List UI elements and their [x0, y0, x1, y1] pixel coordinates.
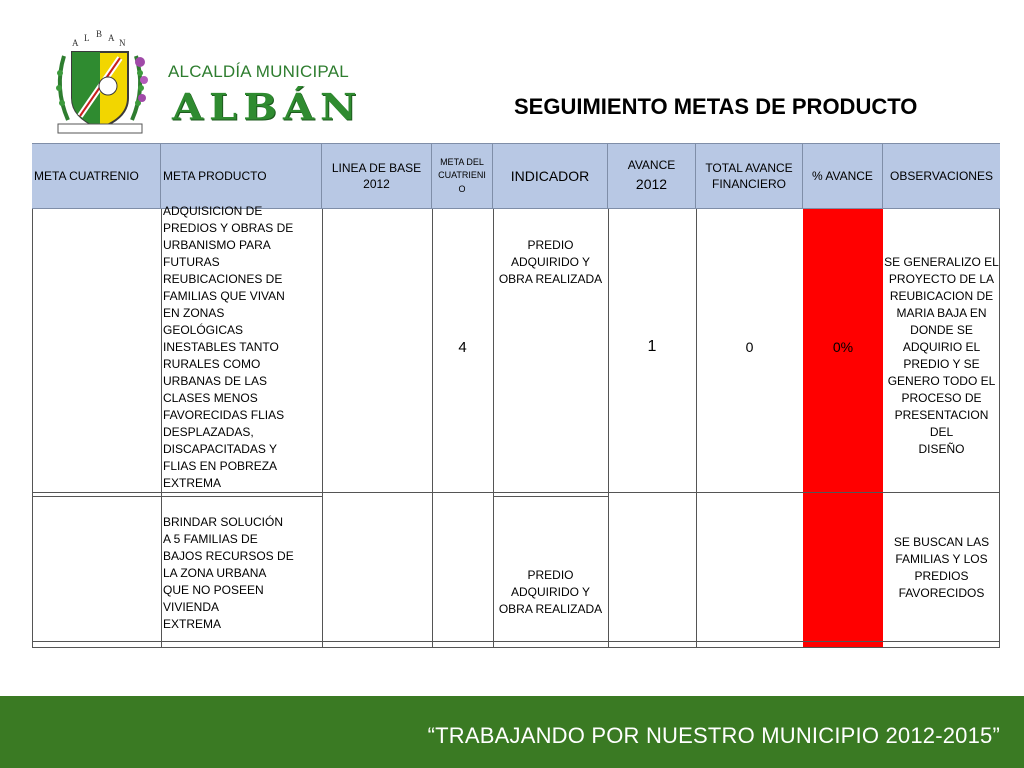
- avance-year: 2012: [635, 176, 668, 193]
- grid-line: [696, 209, 697, 648]
- page-title: SEGUIMIENTO METAS DE PRODUCTO: [514, 94, 918, 119]
- row-divider: [32, 641, 1000, 642]
- row1-total-avance-financiero: 0: [745, 339, 754, 355]
- grid-line: [32, 209, 33, 648]
- row-divider: [32, 492, 1000, 493]
- column-header-indicador: INDICADOR: [493, 143, 608, 209]
- column-header-avance: [608, 143, 696, 209]
- column-header-pct-avance: % AVANCE: [803, 143, 883, 209]
- row1-avance-2012: 1: [647, 338, 657, 355]
- row-divider: [493, 496, 608, 497]
- column-header-meta-producto: META PRODUCTO: [161, 143, 322, 209]
- row1-observaciones: SE GENERALIZO EL PROYECTO DE LA REUBICACION DE MARIA BAJA EN DONDE SE ADQUIRIO EL PREDIO Y SE GENERO TODO EL PROCESO DE PRESENTACION DEL DISEÑO: [884, 255, 999, 456]
- row1-meta-cuatrienio: 4: [458, 339, 467, 356]
- row1-pct-avance: 0%: [832, 339, 854, 355]
- column-header-meta-cuatrenio: META CUATRENIO: [32, 143, 161, 209]
- municipality-name: ALBÁN: [172, 86, 363, 129]
- column-header-meta-cuatrienio: META DEL CUATRIENI O: [432, 143, 493, 209]
- logo-letter-b: B: [96, 29, 103, 39]
- column-header-total-avance: TOTAL AVANCE FINANCIERO: [696, 143, 803, 209]
- logo-letter-l: L: [84, 33, 90, 43]
- municipal-coat-of-arms: [50, 28, 150, 138]
- row2-indicador: PREDIO ADQUIRIDO Y OBRA REALIZADA: [498, 568, 603, 616]
- pct-avance-status-fill: [803, 209, 883, 648]
- logo-letter-n: N: [119, 38, 126, 48]
- avance-label: AVANCE: [627, 157, 676, 172]
- logo-letter-a2: A: [108, 33, 115, 43]
- grid-line: [608, 209, 609, 648]
- row1-indicador: PREDIO ADQUIRIDO Y OBRA REALIZADA: [498, 238, 603, 286]
- grid-line: [322, 209, 323, 648]
- row2-observaciones: SE BUSCAN LAS FAMILIAS Y LOS PREDIOS FAVORECIDOS: [893, 535, 990, 600]
- footer-bar: [0, 696, 1024, 768]
- footer-slogan: “TRABAJANDO POR NUESTRO MUNICIPIO 2012-2015”: [427, 723, 1000, 748]
- grid-line: [432, 209, 433, 648]
- row-divider: [32, 496, 322, 497]
- grid-line: [161, 209, 162, 648]
- logo-letter-a: A: [72, 38, 79, 48]
- row1-meta-producto: ADQUISICION DE PREDIOS Y OBRAS DE URBANISMO PARA FUTURAS REUBICACIONES DE FAMILIAS QUE VIVAN EN ZONAS GEOLÓGICAS INESTABLES TANTO RURALES COMO URBANAS DE LAS CLASES MENOS FAVORECIDAS FLIAS DESPLAZADAS, DISCAPACITADAS Y FLIAS EN POBREZA EXTREMA: [163, 204, 294, 490]
- column-header-linea-base: LINEA DE BASE 2012: [322, 143, 432, 209]
- row2-meta-producto: BRINDAR SOLUCIÓN A 5 FAMILIAS DE BAJOS RECURSOS DE LA ZONA URBANA QUE NO POSEEN VIVIENDA EXTREMA: [163, 515, 294, 631]
- header-top-border: [32, 143, 1000, 144]
- column-header-observaciones: OBSERVACIONES: [883, 143, 1000, 209]
- product-goals-table: [32, 143, 1000, 648]
- table-bottom-border: [32, 647, 1000, 648]
- municipality-label: ALCALDÍA MUNICIPAL: [168, 62, 349, 81]
